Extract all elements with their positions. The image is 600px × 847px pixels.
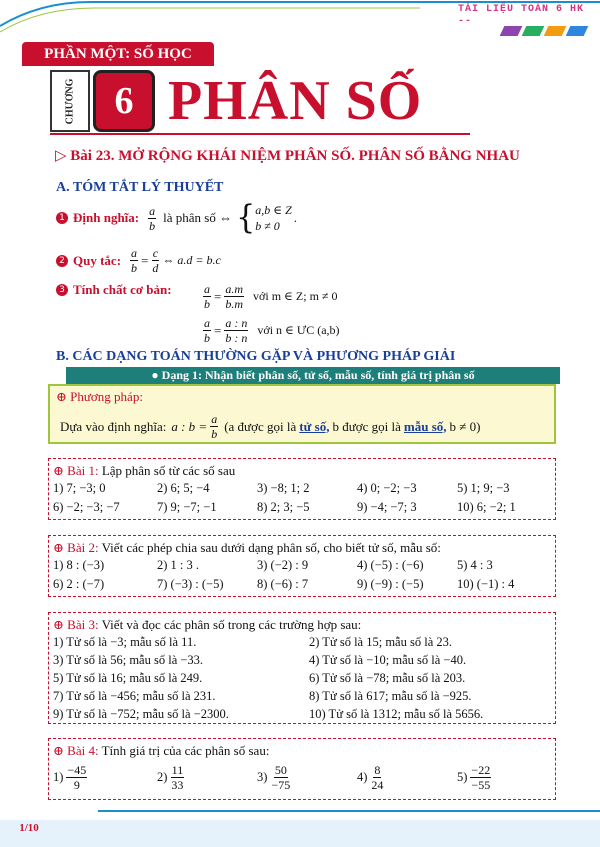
fraction-item: 2) $\frac{11}{33}$	[157, 763, 184, 792]
footer-bar	[0, 820, 600, 847]
fraction: $\frac{a}{b}$	[204, 282, 210, 311]
fraction-item: 1) $\frac{-45}{9}$	[53, 763, 87, 792]
fraction-item: 3) $\frac{50}{-75}$	[257, 763, 291, 792]
color-tab	[500, 26, 523, 36]
bullet-icon: 2	[56, 255, 68, 267]
exercise-heading: ⊕ Bài 3: Viết và đọc các phân số trong các trường hợp sau:	[53, 617, 362, 632]
exercise-item: 2) 1 : 3 .	[157, 558, 200, 572]
definition-label: Định nghĩa:	[73, 210, 140, 225]
color-tab	[522, 26, 545, 36]
exercise-2	[48, 535, 556, 597]
exercise-item: 2) Tử số là 15; mẫu số là 23.	[309, 635, 452, 649]
property-row	[56, 282, 178, 298]
condition-brace: { a,b ∈ Z b ≠ 0	[236, 198, 292, 237]
exercise-heading: ⊕ Bài 4: Tính giá trị của các phân số sau:	[53, 743, 270, 758]
chapter-label: CHƯƠNG	[64, 78, 76, 124]
exercise-item: 5) 1; 9; −3	[457, 481, 510, 495]
page-number: 1/10	[19, 822, 39, 834]
exercise-item: 1) 7; −3; 0	[53, 481, 106, 495]
header-color-tabs	[502, 26, 586, 36]
exercise-item: 4) (−5) : (−6)	[357, 558, 424, 572]
fraction: $\frac{a}{b}$	[204, 316, 210, 345]
fraction: $\frac{a.m}{b.m}$	[225, 282, 244, 311]
method-text: Dựa vào định nghĩa: a : b = $\frac{a}{b}$ (a được gọi là tử số, b được gọi là mẫu số, b ≠ 0)	[60, 412, 481, 441]
exercise-item: 4) 0; −2; −3	[357, 481, 417, 495]
fraction: $\frac{a : n}{b : n}$	[225, 316, 248, 345]
exercise-item: 1) 8 : (−3)	[53, 558, 105, 572]
tu-so-term: tử số,	[299, 418, 330, 434]
exercise-item: 4) Tử số là −10; mẫu số là −40.	[309, 653, 467, 667]
footer-divider	[98, 810, 600, 812]
exercise-item: 7) 9; −7; −1	[157, 500, 217, 514]
exercise-item: 7) Tử số là −456; mẫu số là 231.	[53, 689, 216, 703]
exercise-item: 10) Tử số là 1312; mẫu số là 5656.	[309, 707, 484, 721]
fraction-item: 5) $\frac{-22}{-55}$	[457, 763, 491, 792]
property-line-2: $\frac{a}{b}$ = $\frac{a : n}{b : n}$ với n ∈ ƯC (a,b)	[204, 316, 340, 345]
exercise-item: 8) 2; 3; −5	[257, 500, 310, 514]
exercise-1	[48, 458, 556, 520]
header-tag: TÀI LIỆU TOÁN 6 HK --	[457, 4, 584, 27]
section-b-heading: B. CÁC DẠNG TOÁN THƯỜNG GẶP VÀ PHƯƠNG PHÁP GIẢI	[56, 349, 456, 364]
exercise-item: 10) 6; −2; 1	[457, 500, 516, 514]
fraction: $\frac{a}{b}$	[131, 246, 138, 275]
exercise-item: 6) −2; −3; −7	[53, 500, 120, 514]
exercise-item: 3) −8; 1; 2	[257, 481, 310, 495]
exercise-heading: ⊕ Bài 1: Lập phân số từ các số sau	[53, 463, 236, 478]
bullet-icon: 1	[56, 212, 68, 224]
method-label: ⊕ Phương pháp:	[56, 389, 143, 404]
exercise-item: 6) Tử số là −78; mẫu số là 203.	[309, 671, 466, 685]
type-1-bar: ● Dạng 1: Nhận biết phân số, tử số, mẫu số, tính giá trị phân số	[66, 367, 560, 384]
exercise-item: 3) (−2) : 9	[257, 558, 309, 572]
property-line-1: $\frac{a}{b}$ = $\frac{a.m}{b.m}$ với m ∈ Z; m ≠ 0	[204, 282, 338, 311]
exercise-item: 9) (−9) : (−5)	[357, 577, 424, 591]
lesson-title: ▷ Bài 23. MỞ RỘNG KHÁI NIỆM PHÂN SỐ. PHÂN SỐ BẰNG NHAU	[55, 148, 520, 164]
color-tab	[544, 26, 567, 36]
exercise-heading: ⊕ Bài 2: Viết các phép chia sau dưới dạng phân số, cho biết tử số, mẫu số:	[53, 540, 441, 555]
exercise-item: 5) 4 : 3	[457, 558, 493, 572]
exercise-item: 3) Tử số là 56; mẫu số là −33.	[53, 653, 204, 667]
rule-row: 2 Quy tắc: $\frac{a}{b}$ = $\frac{c}{d}$ ⇔ a.d = b.c	[56, 246, 221, 275]
exercise-item: 1) Tử số là −3; mẫu số là 11.	[53, 635, 197, 649]
fraction: $\frac{c}{d}$	[152, 246, 159, 275]
chapter-title: PHÂN SỐ	[168, 70, 423, 132]
section-a-heading: A. TÓM TẮT LÝ THUYẾT	[56, 180, 224, 195]
definition-row: 1 Định nghĩa: $\frac{a}{b}$ là phân số ⇔ { a,b ∈ Z b ≠ 0 .	[56, 202, 297, 234]
method-box	[48, 384, 556, 444]
chapter-divider	[50, 133, 470, 135]
exercise-item: 9) −4; −7; 3	[357, 500, 417, 514]
fraction: $\frac{a}{b}$	[149, 203, 156, 233]
part-banner: PHẦN MỘT: SỐ HỌC	[22, 42, 214, 66]
exercise-4	[48, 738, 556, 800]
exercise-item: 10) (−1) : 4	[457, 577, 515, 591]
color-tab	[566, 26, 589, 36]
rule-label: Quy tắc:	[73, 252, 122, 268]
exercise-3	[48, 612, 556, 724]
exercise-item: 5) Tử số là 16; mẫu số là 249.	[53, 671, 203, 685]
exercise-item: 9) Tử số là −752; mẫu số là −2300.	[53, 707, 229, 721]
fraction-item: 4) $\frac{8}{24}$	[357, 763, 384, 792]
exercise-item: 8) (−6) : 7	[257, 577, 309, 591]
exercise-item: 6) 2 : (−7)	[53, 577, 105, 591]
property-label: Tính chất cơ bản:	[73, 282, 172, 297]
exercise-item: 8) Tử số là 617; mẫu số là −925.	[309, 689, 472, 703]
chapter-number: 6	[93, 70, 155, 132]
mau-so-term: mẫu số,	[403, 418, 447, 434]
exercise-item: 7) (−3) : (−5)	[157, 577, 224, 591]
exercise-item: 2) 6; 5; −4	[157, 481, 210, 495]
rule-tail: ⇔ a.d = b.c	[162, 253, 221, 267]
definition-text: là phân số ⇔	[163, 210, 233, 225]
chapter-label-box	[50, 70, 90, 132]
bullet-icon: 3	[56, 284, 68, 296]
